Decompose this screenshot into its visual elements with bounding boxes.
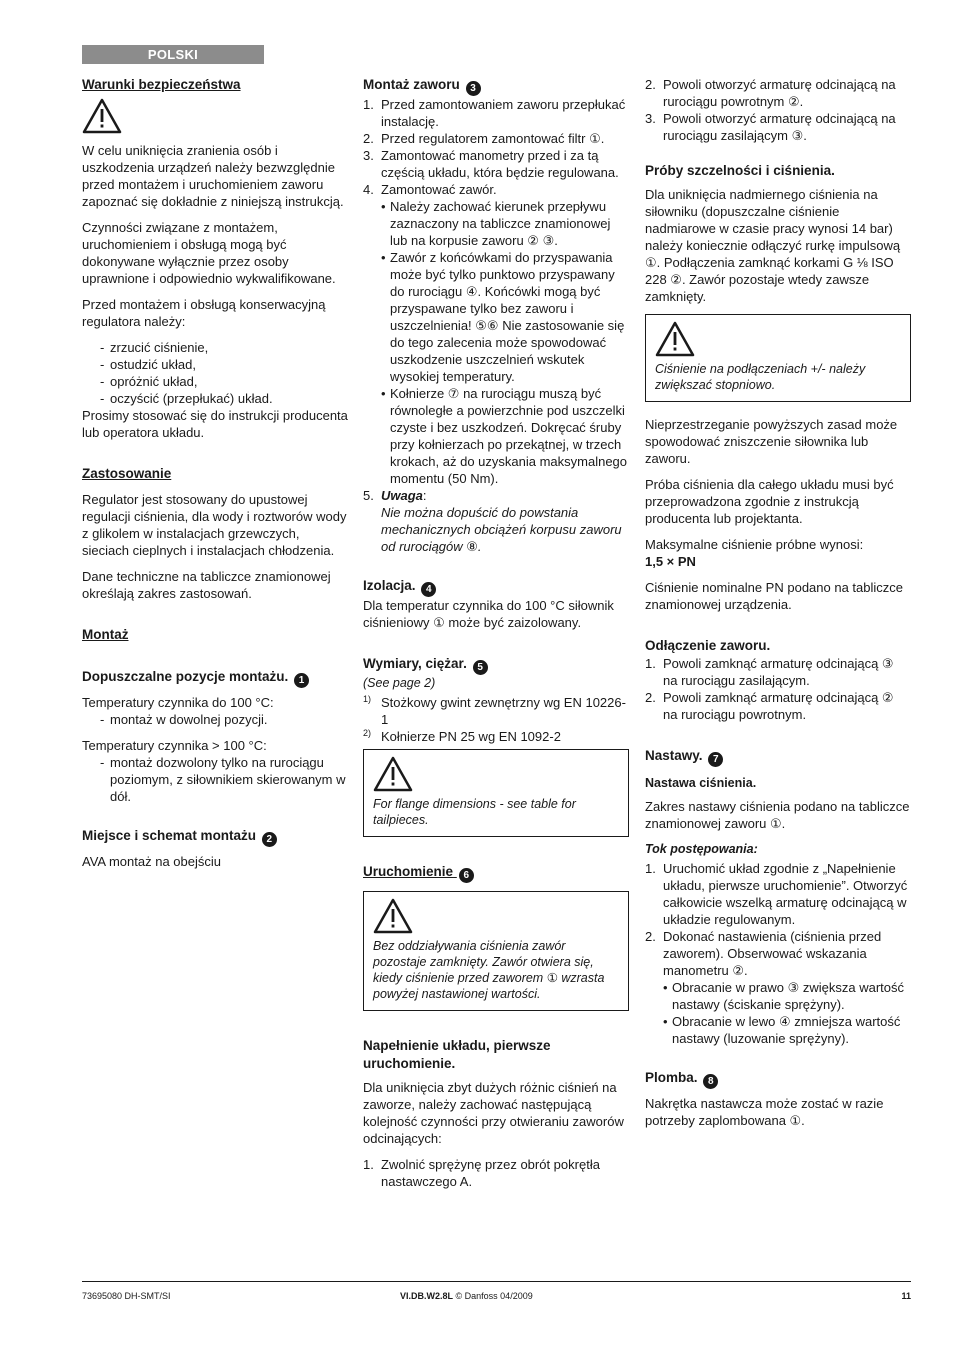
footer-divider	[82, 1281, 911, 1282]
list-item: 1. Powoli zamknąć armaturę odcinającą ③ na rurociągu zasilającym.	[645, 656, 894, 688]
tests-section	[645, 162, 911, 613]
list-item: 3. Powoli otworzyć armaturę odcinającą na rurociągu zasilającym ③.	[645, 111, 896, 143]
valve-install-bullets	[381, 198, 629, 487]
dimensions-section	[363, 655, 629, 837]
list-item: 1. Zwolnić sprężynę przez obrót pokrętła nastawczego A.	[363, 1157, 600, 1189]
startup-warning-box	[363, 891, 629, 1011]
settings-steps	[645, 860, 911, 1047]
tests-warning-box	[645, 314, 911, 402]
step-number-badge: 4	[421, 582, 436, 597]
startup-title: Uruchomienie 6	[363, 863, 629, 883]
location-title: Miejsce i schemat montażu 2	[82, 827, 350, 847]
note-label: Uwaga	[381, 488, 423, 503]
safety-list	[82, 339, 350, 407]
application-title: Zastosowanie	[82, 466, 172, 481]
list-item: 1. Uruchomić układ zgodnie z „Napełnienie układu, pierwsze uruchomienie”. Otworzyć całkowicie wszelką armaturę odcinającą w układzie regulowanym.	[645, 861, 908, 927]
tests-title: Próby szczelności i ciśnienia.	[645, 163, 835, 178]
safety-paragraph-4: Prosimy stosować się do instrukcji producenta lub operatora układu.	[82, 408, 348, 440]
safety-paragraph-1: W celu uniknięcia zranienia osób i uszkodzenia urządzeń należy bezwzględnie przed montażem i uruchomieniem zaworu zapoznać się dokładnie z niniejszą instrukcją.	[82, 143, 344, 209]
insulation-section	[363, 577, 629, 631]
seal-text: Nakrętka nastawcza może zostać w razie potrzeby zaplombowana ①.	[645, 1096, 884, 1128]
list-item: - zrzucić ciśnienie,	[100, 339, 350, 356]
settings-title: Nastawy. 7	[645, 747, 911, 767]
tests-paragraph-1: Dla uniknięcia nadmiernego ciśnienia na siłowniku (dopuszczalne ciśnienie nadmiarowe w czasie pracy wynosi 14 bar) należy koniecznie odłączyć rurkę impulsową ①. Podłączenia zamknąć korkami G ⅛ ISO 228 ②. Zawór pozostaje wtedy zawsze zamknięty.	[645, 187, 901, 304]
seal-section	[645, 1069, 911, 1129]
valve-install-steps	[363, 96, 629, 555]
positions-temp-2: Temperatury czynnika > 100 °C:	[82, 738, 267, 753]
application-paragraph-1: Regulator jest stosowany do upustowej regulacji ciśnienia, dla wody i roztworów wody z glikolem w instalacjach grzewczych, sieciach cieplnych i instalacjach chłodzenia.	[82, 492, 347, 558]
step-number-badge: 5	[473, 660, 488, 675]
filling-section	[363, 1037, 629, 1190]
positions-list-2	[82, 754, 350, 805]
list-item: - montaż w dowolnej pozycji.	[100, 711, 350, 728]
list-item: • Obracanie w prawo ③ zwiększa wartość nastawy (ściskanie sprężyny).	[663, 979, 911, 1013]
filling-steps	[363, 1156, 629, 1190]
settings-paragraph: Zakres nastawy ciśnienia podano na tabliczce znamionowej zaworu ①.	[645, 799, 910, 831]
valve-install-section	[363, 76, 629, 555]
positions-temp-1: Temperatury czynnika do 100 °C:	[82, 695, 274, 710]
filling-title: Napełnienie układu, pierwsze uruchomienie.	[363, 1038, 551, 1071]
list-item: • Należy zachować kierunek przepływu zaznaczony na tabliczce znamionowej lub na korpusie zaworu ② ③.	[381, 198, 629, 249]
positions-section	[82, 668, 350, 805]
list-item: 1) Stożkowy gwint zewnętrzny wg EN 10226-1	[363, 694, 626, 727]
tests-paragraph-2: Nieprzestrzeganie powyższych zasad może spowodować zniszczenie siłownika lub zaworu.	[645, 417, 898, 466]
list-item: - ostudzić układ,	[100, 356, 350, 373]
positions-list-1	[82, 711, 350, 728]
safety-section	[82, 76, 350, 441]
column-3	[645, 76, 911, 1138]
tests-max-pressure: 1,5 × PN	[645, 554, 696, 569]
location-text: AVA montaż na obejściu	[82, 854, 221, 869]
step-number-badge: 3	[466, 81, 481, 96]
flange-warning-text: For flange dimensions - see table for tailpieces.	[373, 797, 576, 827]
step-number-badge: 1	[294, 673, 309, 688]
valve-install-title: Montaż zaworu 3	[363, 76, 629, 96]
column-2	[363, 76, 629, 1199]
list-item: - montaż dozwolony tylko na rurociągu poziomym, z siłownikiem skierowanym w dół.	[100, 754, 350, 805]
insulation-text: Dla temperatur czynnika do 100 °C siłownik ciśnieniowy ① może być zaizolowany.	[363, 598, 614, 630]
location-section	[82, 827, 350, 870]
positions-title: Dopuszczalne pozycje montażu. 1	[82, 668, 350, 688]
footer-code: VI.DB.W2.8L © Danfoss 04/2009	[400, 1291, 533, 1301]
startup-section	[363, 863, 629, 1011]
dimensions-title: Wymiary, ciężar. 5	[363, 655, 629, 675]
list-item: - opróżnić układ,	[100, 373, 350, 390]
see-page-note: (See page 2)	[363, 676, 436, 690]
seal-title: Plomba. 8	[645, 1069, 911, 1089]
list-item: 3. Zamontować manometry przed i za tą częścią układu, która będzie regulowana.	[363, 148, 619, 180]
warning-triangle-icon	[373, 756, 413, 792]
list-item: • Zawór z końcówkami do przyspawania może być tylko punktowo przyspawany do rurociągu ④. Końcówki mogą być przyspawane tylko bez zaworu i uszczelnienia! ⑤⑥ Nie zastosowanie się do tego zalecenia może spowodować uszkodzenie uszczelnień wskutek wysokiej temperatury.	[381, 249, 629, 385]
list-item: 2) Kołnierze PN 25 wg EN 1092-2	[363, 728, 561, 744]
list-item: • Obracanie w lewo ④ zmniejsza wartość nastawy (luzowanie sprężyny).	[663, 1013, 911, 1047]
safety-paragraph-2: Czynności związane z montażem, uruchomieniem i obsługą mogą być dokonywane wyłącznie przez osoby uprawnione i odpowiednio wykwalifikowane.	[82, 220, 336, 286]
tests-warning-text: Ciśnienie na podłączeniach +/- należy zwiększać stopniowo.	[655, 362, 866, 392]
note-text: Nie można dopuścić do powstania mechanicznych obciążeń korpusu zaworu od rurociągów ⑧.	[381, 505, 622, 554]
list-item: - oczyścić (przepłukać) układ.	[100, 390, 350, 407]
warning-triangle-icon	[373, 898, 413, 934]
list-item: 5. Uwaga: Nie można dopuścić do powstania mechanicznych obciążeń korpusu zaworu od rurociągów ⑧.	[363, 488, 622, 554]
settings-subtitle: Nastawa ciśnienia.	[645, 776, 757, 790]
startup-warning-text: Bez oddziaływania ciśnienia zawór pozostaje zamknięty. Zawór otwiera się, kiedy ciśnienie przed zaworem ① wzrasta powyżej nastawionej wartości.	[373, 939, 605, 1001]
step-number-badge: 2	[262, 832, 277, 847]
tests-paragraph-3: Próba ciśnienia dla całego układu musi być przeprowadzona zgodnie z instrukcją producenta lub projektanta.	[645, 477, 894, 526]
assembly-title: Montaż	[82, 627, 129, 642]
settings-section	[645, 747, 911, 1047]
list-item: • Kołnierze ⑦ na rurociągu muszą być równoległe a powierzchnie pod uszczelki czyste i bez uszkodzeń. Dokręcać śruby przy kołnierzach po przekątnej, w trzech krokach, aż do uzyskania maksymalnego momentu (50 Nm).	[381, 385, 629, 487]
list-item: 2. Powoli zamknąć armaturę odcinającą ② na rurociągu powrotnym.	[645, 690, 894, 722]
safety-title: Warunki bezpieczeństwa	[82, 77, 241, 92]
dimensions-notes	[363, 694, 629, 745]
application-section	[82, 465, 350, 602]
list-item: 2. Dokonać nastawienia (ciśnienia przed zaworem). Obserwować wskazania manometru ②. • Obracanie w prawo ③ zwiększa wartość nastawy (ściskanie sprężyny). • Obracanie w lewo ④ zmniejsza wartość nastawy (luzowanie sprężyny).	[645, 928, 911, 1047]
step-number-badge: 7	[708, 752, 723, 767]
footer-page-number: 11	[901, 1291, 911, 1301]
disconnect-title: Odłączenie zaworu.	[645, 638, 771, 653]
tests-paragraph-5: Ciśnienie nominalne PN podano na tabliczce znamionowej urządzenia.	[645, 580, 903, 612]
disconnect-steps	[645, 655, 911, 723]
list-item: 1. Przed zamontowaniem zaworu przepłukać instalację.	[363, 97, 626, 129]
warning-triangle-icon	[655, 321, 695, 357]
footer-doc-number: 73695080 DH-SMT/SI	[82, 1291, 171, 1301]
application-paragraph-2: Dane techniczne na tabliczce znamionowej określają zakres zastosowań.	[82, 569, 331, 601]
step-number-badge: 8	[703, 1074, 718, 1089]
language-tab: POLSKI	[82, 45, 264, 64]
flange-warning-box	[363, 749, 629, 837]
column-1	[82, 76, 350, 879]
settings-procedure-label: Tok postępowania:	[645, 842, 758, 856]
disconnect-section	[645, 637, 911, 723]
filling-steps-continued	[645, 76, 911, 144]
list-item: 2. Przed regulatorem zamontować filtr ①.	[363, 131, 605, 146]
settings-bullets	[663, 979, 911, 1047]
list-item: 4. Zamontować zawór. • Należy zachować kierunek przepływu zaznaczony na tabliczce znamionowej lub na korpusie zaworu ② ③. • Zawór z końcówkami do przyspawania może być tylko punktowo przyspawany do rurociągu ④. Końcówki mogą być przyspawane tylko bez zaworu i uszczelnienia! ⑤⑥ Nie zastosowanie się do tego zalecenia może spowodować uszkodzenie uszczelnień wskutek wysokiej temperatury. • Kołnierze ⑦ na rurociągu muszą być równoległe a powierzchnie pod uszczelki czyste i bez uszkodzeń. Dokręcać śruby przy kołnierzach po przekątnej, w trzech krokach, aż do uzyskania maksymalnego momentu (50 Nm).	[363, 181, 629, 487]
safety-paragraph-3: Przed montażem i obsługą konserwacyjną regulatora należy:	[82, 297, 326, 329]
step-number-badge: 6	[459, 868, 474, 883]
filling-paragraph: Dla uniknięcia zbyt dużych różnic ciśnień na zaworze, należy zachować następującą kolejność czynności przy otwieraniu zaworów odcinających:	[363, 1080, 624, 1146]
insulation-title: Izolacja. 4	[363, 577, 629, 597]
warning-triangle-icon	[82, 98, 122, 134]
tests-paragraph-4: Maksymalne ciśnienie próbne wynosi:	[645, 537, 864, 552]
list-item: 2. Powoli otworzyć armaturę odcinającą na rurociągu powrotnym ②.	[645, 77, 896, 109]
